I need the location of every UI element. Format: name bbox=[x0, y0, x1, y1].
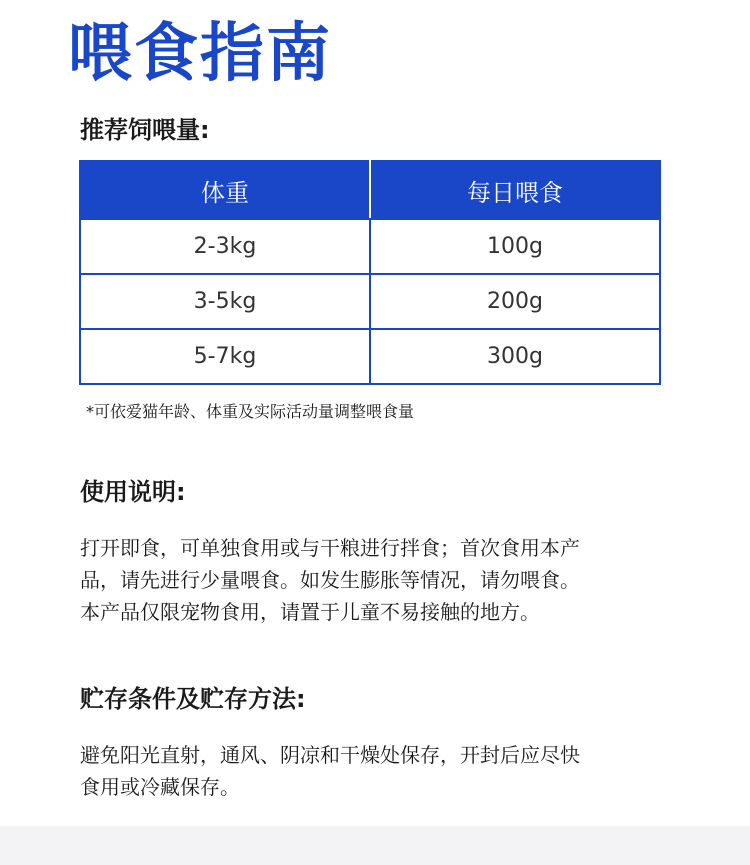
feeding-heading: 推荐饲喂量: bbox=[80, 116, 210, 144]
storage-heading: 贮存条件及贮存方法: bbox=[80, 685, 306, 713]
column-header-daily-amount: 每日喂食 bbox=[370, 161, 660, 219]
cell-weight: 2-3kg bbox=[80, 219, 370, 274]
cell-daily-amount: 300g bbox=[370, 329, 660, 384]
cell-daily-amount: 100g bbox=[370, 219, 660, 274]
cell-daily-amount: 200g bbox=[370, 274, 660, 329]
usage-text bbox=[80, 532, 680, 628]
table-row bbox=[80, 274, 660, 329]
table-header-row bbox=[80, 161, 660, 219]
cell-weight: 3-5kg bbox=[80, 274, 370, 329]
storage-line: 避免阳光直射，通风、阴凉和干燥处保存，开封后应尽快 bbox=[80, 743, 580, 767]
column-header-weight: 体重 bbox=[80, 161, 370, 219]
feeding-table bbox=[79, 160, 661, 385]
usage-heading: 使用说明: bbox=[80, 478, 186, 506]
storage-text bbox=[80, 739, 680, 803]
cell-weight: 5-7kg bbox=[80, 329, 370, 384]
feeding-note: *可依爱猫年龄、体重及实际活动量调整喂食量 bbox=[86, 402, 415, 421]
usage-line: 品，请先进行少量喂食。如发生膨胀等情况，请勿喂食。 bbox=[80, 568, 580, 592]
storage-line: 食用或冷藏保存。 bbox=[80, 775, 240, 799]
usage-line: 本产品仅限宠物食用，请置于儿童不易接触的地方。 bbox=[80, 600, 540, 624]
footer-band bbox=[0, 826, 750, 865]
table-row bbox=[80, 329, 660, 384]
usage-line: 打开即食，可单独食用或与干粮进行拌食；首次食用本产 bbox=[80, 536, 580, 560]
table-row bbox=[80, 219, 660, 274]
page-title: 喂食指南 bbox=[68, 17, 332, 91]
